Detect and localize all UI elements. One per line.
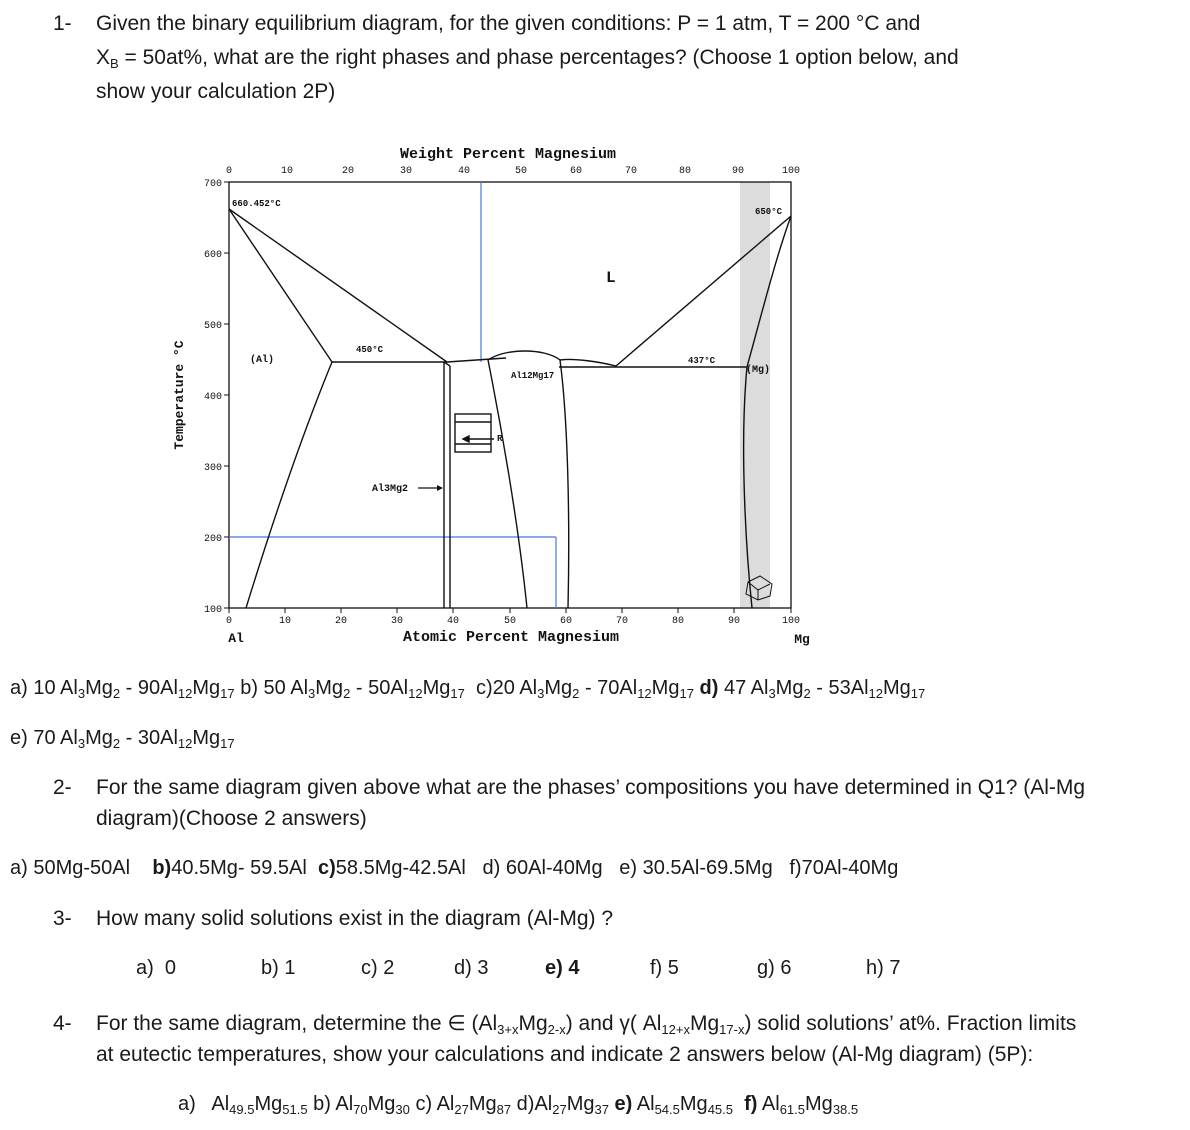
bottom-tick: 90 [727,616,741,627]
q4-option-f[interactable]: f) $Al_{61.5}Mg_{38.5}$ [744,1093,859,1117]
q3-option-f[interactable]: f) 5 [650,957,679,979]
y-tick: 500 [203,321,222,332]
mg-phase-label: (Mg) [746,365,771,376]
al12mg17-label: Al12Mg17 [511,371,555,381]
mg-melting-label: 650°C [755,207,783,217]
y-tick: 700 [203,179,222,190]
q2-option-e[interactable]: e) 30.5Al-69.5Mg [619,857,773,879]
eutectic-right-label: 437°C [688,356,716,366]
question-4-line-1: For the same diagram, determine the ∈ $(Al_{3+x}Mg_{2-x})$ and γ( $Al_{12+x}Mg_{17-x}$) solid solutions’ at%. Fraction limits [96,1012,1077,1037]
al-melting-label: 660.452°C [232,199,281,209]
y-tick: 400 [203,392,222,403]
top-tick: 40 [457,166,471,177]
r-phase-region [455,414,491,452]
q3-option-d[interactable]: d) 3 [454,957,489,979]
eutectic-line-center [447,358,506,362]
plot-frame [229,182,791,608]
q4-option-a[interactable]: a) $Al_{49.5}Mg_{51.5}$ [178,1093,308,1117]
q3-option-c[interactable]: c) 2 [361,957,395,979]
question-4-number: 4- [53,1012,72,1035]
q2-option-a[interactable]: a) 50Mg-50Al [10,857,131,879]
top-tick: 0 [225,166,233,177]
top-tick: 60 [569,166,583,177]
q1-option-c[interactable]: c)20 $Al_3Mg_2 - 70Al_{12}Mg_{17}$ [475,677,694,701]
al12mg17-right [560,360,569,608]
q2-option-f[interactable]: f)70Al-40Mg [789,857,899,879]
q3-option-e[interactable]: e) 4 [545,957,580,979]
bottom-tick: 60 [559,616,573,627]
top-tick: 50 [514,166,528,177]
y-tick: 200 [203,534,222,545]
al-phase-label: (Al) [250,355,275,366]
q1-option-d[interactable]: d) 47 $Al_3Mg_2 - 53Al_{12}Mg_{17}$ [699,677,926,701]
phase-boundaries [229,209,791,608]
y-tick: 100 [203,605,222,616]
question-1-number: 1- [53,12,72,35]
bottom-tick: 0 [225,616,233,627]
bottom-axis-title: Atomic Percent Magnesium [402,629,620,646]
q4-option-b[interactable]: b) $Al_{70}Mg_{30}$ [313,1093,410,1117]
bottom-tick: 10 [278,616,292,627]
top-tick: 30 [399,166,413,177]
q4-option-d[interactable]: $d)Al_{27}Mg_{37}$ [516,1093,609,1117]
y-tick: 600 [203,250,222,261]
liquidus-center-right [560,359,616,366]
al12mg17-left [488,360,527,608]
question-2-options [10,857,898,880]
question-1-line-2: $X_B = 50at\%$, what are the right phases and phase percentages? (Choose 1 option below, and [96,46,959,71]
x-axis-ticks [229,608,791,613]
al-liquidus [229,209,447,362]
question-3-number: 3- [53,907,72,930]
top-tick: 100 [781,166,801,177]
q1-option-b[interactable]: b) 50 $Al_3Mg_2 - 50Al_{12}Mg_{17}$ [240,677,465,701]
bottom-tick-labels [226,616,800,627]
y-tick-labels [204,179,222,616]
right-element-label: Mg [794,632,810,647]
bottom-tick: 80 [671,616,685,627]
question-1-options-line-2 [10,727,235,750]
bottom-tick: 50 [503,616,517,627]
al-solidus [229,209,332,362]
top-tick-labels [226,166,800,177]
question-3-line-1: How many solid solutions exist in the diagram (Al-Mg) ? [96,907,614,930]
y-axis-title: Temperature °C [172,340,187,450]
liquid-label: L [606,269,616,287]
question-1-options-line-1 [10,677,925,700]
top-tick: 20 [341,166,355,177]
q2-option-d[interactable]: d) 60Al-40Mg [482,857,603,879]
q1-option-a[interactable]: a) 10 $Al_3Mg_2 - 90Al_{12}Mg_{17}$ [10,677,235,701]
al-mg-phase-diagram [160,138,840,658]
q3-option-a[interactable]: a) 0 [136,957,177,979]
bottom-tick: 70 [615,616,629,627]
bottom-tick: 30 [390,616,404,627]
q3-option-g[interactable]: g) 6 [757,957,792,979]
question-4-line-2: at eutectic temperatures, show your calculations and indicate 2 answers below (Al-Mg diagram) (5P): [96,1043,1034,1066]
q3-option-b[interactable]: b) 1 [261,957,296,979]
top-axis-title: Weight Percent Magnesium [399,146,617,163]
q4-option-e[interactable]: e) $Al_{54.5}Mg_{45.5}$ [614,1093,733,1117]
question-2-number: 2- [53,776,72,799]
eutectic-left-label: 450°C [356,345,384,355]
question-2-line-2: diagram)(Choose 2 answers) [96,807,367,830]
construction-lines [229,182,556,608]
bottom-tick: 20 [334,616,348,627]
q4-option-c[interactable]: c) $Al_{27}Mg_{87}$ [415,1093,512,1117]
question-2-line-1: For the same diagram given above what are the phases’ compositions you have determined in Q1? (Al-Mg [96,776,1086,799]
left-element-label: Al [228,631,244,646]
r-phase-label: R [497,434,503,444]
y-tick: 300 [203,463,222,474]
bottom-tick: 100 [781,616,801,627]
top-tick: 10 [280,166,294,177]
al-solvus [246,362,332,608]
al3mg2-label: Al3Mg2 [372,484,409,495]
top-tick: 90 [731,166,745,177]
y-axis-ticks [224,182,229,608]
top-tick: 80 [678,166,692,177]
bottom-tick: 40 [446,616,460,627]
question-1-line-3: show your calculation 2P) [96,80,336,103]
question-1-line-1: Given the binary equilibrium diagram, for the given conditions: P = 1 atm, T = 200 °C and [96,12,921,35]
question-4-options [178,1093,858,1116]
top-tick: 70 [624,166,638,177]
q2-option-c[interactable]: c)58.5Mg-42.5Al [317,857,466,879]
q1-option-e[interactable]: e) 70 $Al_3Mg_2 - 30Al_{12}Mg_{17}$ [10,727,235,751]
q3-option-h[interactable]: h) 7 [866,957,901,979]
q2-option-b[interactable]: b)40.5Mg- 59.5Al [152,857,307,879]
